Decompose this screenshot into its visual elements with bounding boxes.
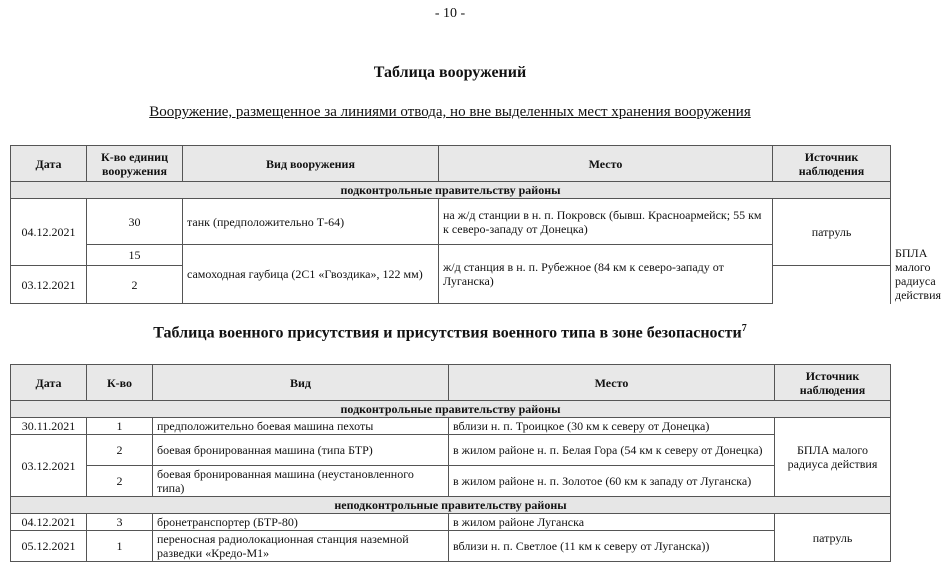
source-cell: патруль [775, 514, 891, 562]
place-cell: вблизи н. п. Светлое (11 км к северу от Луганска)) [449, 531, 775, 562]
col-header-qty: К-во единиц вооружения [87, 146, 183, 182]
type-cell: боевая бронированная машина (типа БТР) [153, 435, 449, 466]
col-header-source: Источник наблюдения [775, 365, 891, 401]
table1-title: Таблица вооружений [373, 64, 527, 81]
col-header-type: Вид [153, 365, 449, 401]
qty-cell: 2 [87, 266, 183, 304]
col-header-source: Источник наблюдения [773, 146, 891, 182]
qty-cell: 1 [87, 531, 153, 562]
place-cell: в жилом районе н. п. Золотое (60 км к западу от Луганска) [449, 466, 775, 497]
date-cell: 04.12.2021 [11, 199, 87, 266]
date-cell: 30.11.2021 [11, 418, 87, 435]
section-header: подконтрольные правительству районы [11, 401, 891, 418]
type-cell: бронетранспортер (БТР-80) [153, 514, 449, 531]
type-cell: боевая бронированная машина (неустановленного типа) [153, 466, 449, 497]
weapons-table [10, 145, 941, 304]
table2-title-text: Таблица военного присутствия и присутствия военного типа в зоне безопасности [153, 324, 742, 342]
type-cell: предположительно боевая машина пехоты [153, 418, 449, 435]
col-header-place: Место [439, 146, 773, 182]
place-cell: ж/д станция в н. п. Рубежное (84 км к северо-западу от Луганска) [439, 245, 773, 304]
section-header: неподконтрольные правительству районы [11, 497, 891, 514]
place-cell: в жилом районе н. п. Белая Гора (54 км к северу от Донецка) [449, 435, 775, 466]
footnote-mark: 7 [741, 323, 747, 334]
qty-cell: 15 [87, 245, 183, 266]
section-header: подконтрольные правительству районы [11, 182, 891, 199]
place-cell: в жилом районе Луганска [449, 514, 775, 531]
type-cell: переносная радиолокационная станция наземной разведки «Кредо-М1» [153, 531, 449, 562]
col-header-type: Вид вооружения [183, 146, 439, 182]
qty-cell: 30 [87, 199, 183, 245]
qty-cell: 2 [87, 466, 153, 497]
place-cell: вблизи н. п. Троицкое (30 км к северу от Донецка) [449, 418, 775, 435]
col-header-date: Дата [11, 365, 87, 401]
qty-cell: 1 [87, 418, 153, 435]
table1-subtitle: Вооружение, размещенное за линиями отвода, но вне выделенных мест хранения вооружения [149, 104, 751, 120]
date-cell: 05.12.2021 [11, 531, 87, 562]
col-header-qty: К-во [87, 365, 153, 401]
qty-cell: 3 [87, 514, 153, 531]
source-cell: БПЛА малого радиуса действия [775, 418, 891, 497]
type-cell: танк (предположительно Т-64) [183, 199, 439, 245]
table-row [11, 531, 891, 562]
table-row [11, 435, 891, 466]
table-row [11, 199, 891, 245]
table2-title [0, 323, 900, 342]
place-cell: на ж/д станции в н. п. Покровск (бывш. Красноармейск; 55 км к северо-западу от Донецка) [439, 199, 773, 245]
col-header-date: Дата [11, 146, 87, 182]
table-row [11, 466, 891, 497]
source-cell: патруль [773, 199, 891, 266]
date-cell: 04.12.2021 [11, 514, 87, 531]
col-header-place: Место [449, 365, 775, 401]
date-cell: 03.12.2021 [11, 435, 87, 497]
table-row: 15 самоходная гаубица (2С1 «Гвоздика», 122 мм) ж/д станция в н. п. Рубежное (84 км к северо-западу от Луганска) БПЛА малого радиуса действия [11, 245, 891, 266]
military-presence-table [10, 364, 891, 562]
type-cell: самоходная гаубица (2С1 «Гвоздика», 122 мм) [183, 245, 439, 304]
table-row [11, 418, 891, 435]
page-number: - 10 - [434, 6, 466, 21]
qty-cell: 2 [87, 435, 153, 466]
table-row [11, 514, 891, 531]
date-cell: 03.12.2021 [11, 266, 87, 304]
